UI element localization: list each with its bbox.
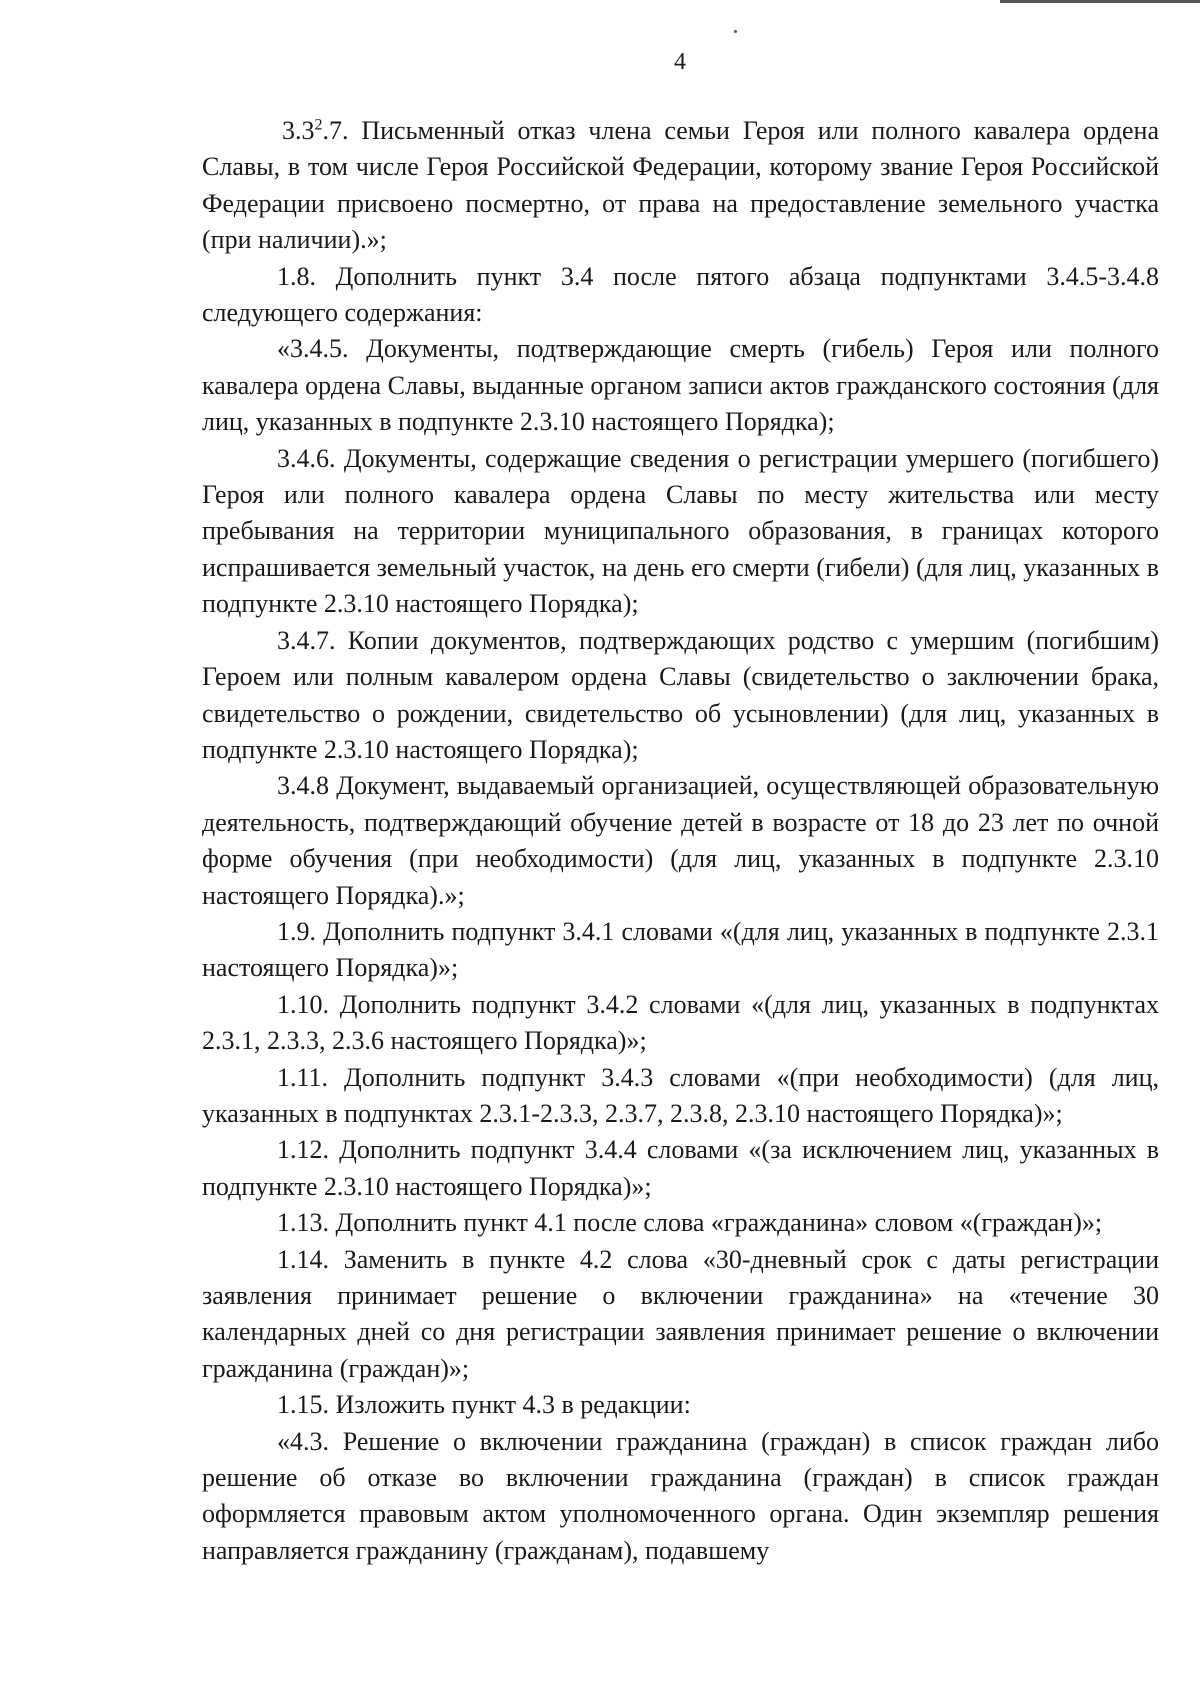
page-number: 4 — [674, 49, 686, 75]
paragraph: 3.4.7. Копии документов, подтверждающих родство с умершим (погибшим) Героем или полным кавалером ордена Славы (свидетельство о заключении брака, свидетельство о рождении, свидетельство об усыновлении) (для лиц, указанных в подпункте 2.3.10 настоящего Порядка); — [202, 625, 1159, 764]
paragraph: 1.10. Дополнить подпункт 3.4.2 словами «(для лиц, указанных в подпунктах 2.3.1, 2.3.3, 2.3.6 настоящего Порядка)»; — [202, 989, 1159, 1056]
paragraph-3-3-2-7 — [202, 113, 1159, 259]
paragraph: «3.4.5. Документы, подтверждающие смерть (гибель) Героя или полного кавалера ордена Славы, выданные органом записи актов гражданского состояния (для лиц, указанных в подпункте 2.3.10 настоящего Порядка); — [202, 334, 1159, 437]
paragraph-prefix: 3.3 — [282, 116, 315, 145]
paragraph: 3.4.8 Документ, выдаваемый организацией, осуществляющей образовательную деятельность, подтверждающий обучение детей в возрасте от 18 до 23 лет по очной форме обучения (при необходимости) (для лиц, указанных в подпункте 2.3.10 настоящего Порядка).»; — [202, 771, 1159, 910]
paragraph: 1.13. Дополнить пункт 4.1 после слова «гражданина» словом «(граждан)»; — [277, 1208, 1103, 1238]
scan-dot — [734, 30, 737, 33]
paragraph: 1.8. Дополнить пункт 3.4 после пятого абзаца подпунктами 3.4.5-3.4.8 следующего содержания: — [202, 261, 1159, 328]
superscript: 2 — [314, 116, 323, 134]
paragraph: 1.11. Дополнить подпункт 3.4.3 словами «(при необходимости) (для лиц, указанных в подпунктах 2.3.1-2.3.3, 2.3.7, 2.3.8, 2.3.10 настоящего Порядка)»; — [202, 1062, 1159, 1128]
paragraph: «4.3. Решение о включении гражданина (граждан) в список граждан либо решение об отказе во включении гражданина (граждан) в список граждан оформляется правовым актом уполномоченного органа. Один экземпляр решения направляется гражданину (гражданам), подавшему — [202, 1426, 1159, 1565]
paragraph-text: .7. Письменный отказ члена семьи Героя или полного кавалера ордена Славы, в том числе Героя Российской Федерации, которому звание Героя Российской Федерации присвоено посмертно, от права на предоставление земельного участка (при наличии).»; — [202, 116, 1159, 255]
document-body — [202, 113, 1159, 1569]
paragraph: 3.4.6. Документы, содержащие сведения о регистрации умершего (погибшего) Героя или полного кавалера ордена Славы по месту жительства или месту пребывания на территории муниципального образования, в границах которого испрашивается земельный участок, на день его смерти (гибели) (для лиц, указанных в подпункте 2.3.10 настоящего Порядка); — [202, 443, 1159, 619]
paragraph: 1.15. Изложить пункт 4.3 в редакции: — [277, 1390, 691, 1420]
paragraph: 1.12. Дополнить подпункт 3.4.4 словами «(за исключением лиц, указанных в подпункте 2.3.10 настоящего Порядка)»; — [202, 1135, 1159, 1201]
scan-edge-line — [1000, 0, 1200, 3]
paragraph: 1.14. Заменить в пункте 4.2 слова «30-дневный срок с даты регистрации заявления принимает решение о включении гражданина» на «течение 30 календарных дней со дня регистрации заявления принимает решение о включении гражданина (граждан)»; — [202, 1244, 1159, 1383]
paragraph: 1.9. Дополнить подпункт 3.4.1 словами «(для лиц, указанных в подпункте 2.3.1 настоящего Порядка)»; — [202, 916, 1159, 983]
